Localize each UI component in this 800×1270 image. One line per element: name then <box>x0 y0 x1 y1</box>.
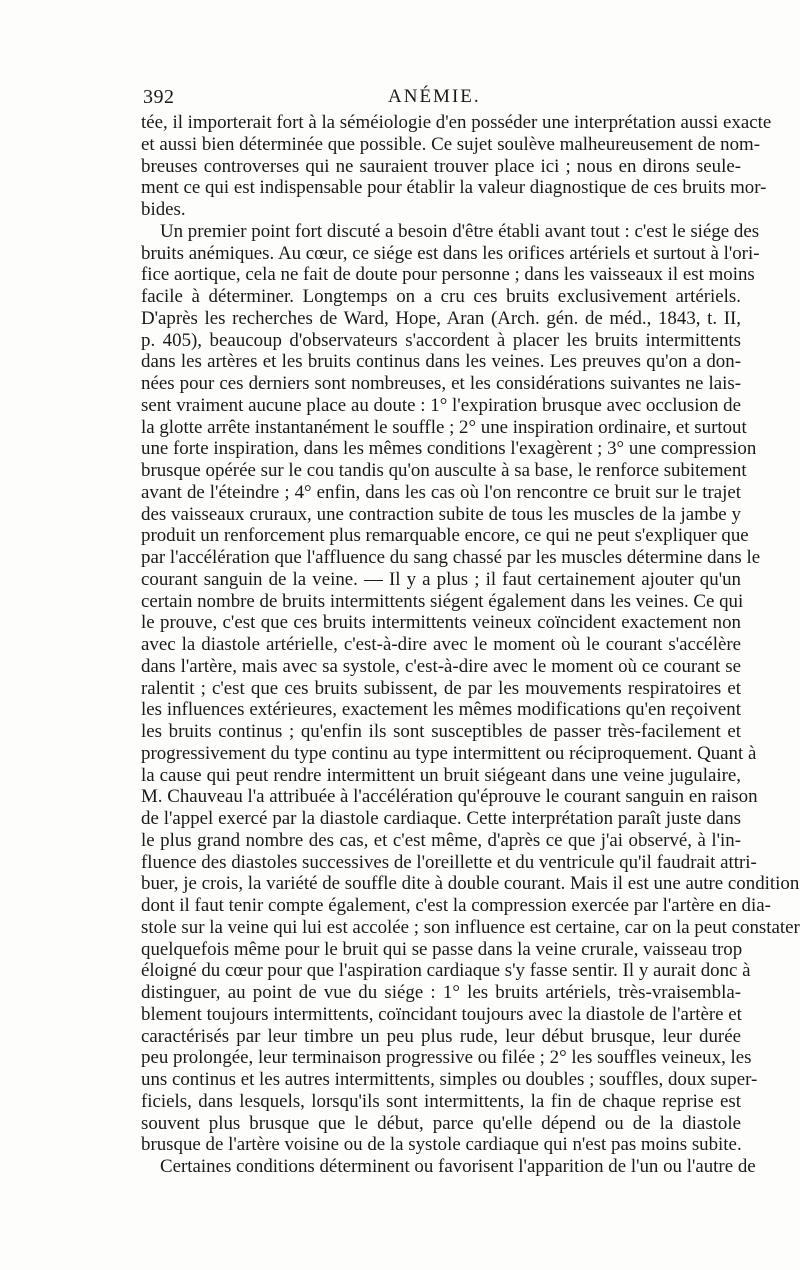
text-line: sent vraiment aucune place au doute : 1° l'expiration brusque avec occlusion de <box>141 394 741 416</box>
text-line: tée, il importerait fort à la séméiologie d'en posséder une interprétation aussi exacte <box>141 112 772 133</box>
paragraph <box>141 220 800 1156</box>
text-line: de l'appel exercé par la diastole cardiaque. Cette interprétation paraît juste dans <box>141 808 741 829</box>
text-line: dans l'artère, mais avec sa systole, c'est-à-dire avec le moment où ce courant se <box>141 655 741 677</box>
text-line: une forte inspiration, dans les mêmes conditions l'exagèrent ; 3° une compression <box>141 438 757 460</box>
text-line: les bruits continus ; qu'enfin ils sont susceptibles de passer très-facilement et <box>141 721 741 742</box>
text-line: des vaisseaux cruraux, une contraction subite de tous les muscles de la jambe y <box>141 503 741 525</box>
text-line: les influences extérieures, exactement les mêmes modifications qu'en reçoivent <box>141 699 741 721</box>
text-line: avec la diastole artérielle, c'est-à-dire avec le moment où le courant s'accélère <box>141 634 741 655</box>
text-line: distinguer, au point de vue du siége : 1° les bruits artériels, très-vraisembla- <box>141 982 741 1003</box>
text-line: bruits anémiques. Au cœur, ce siége est dans les orifices artériels et surtout à l'ori- <box>141 242 760 264</box>
text-line: la glotte arrête instantanément le souffle ; 2° une inspiration ordinaire, et surtout <box>141 416 747 438</box>
text-line: bides. <box>141 199 186 220</box>
text-line: peu prolongée, leur terminaison progressive ou filée ; 2° les souffles veineux, les <box>141 1047 752 1069</box>
text-line: avant de l'éteindre ; 4° enfin, dans les cas où l'on rencontre ce bruit sur le trajet <box>141 481 741 503</box>
text-line: et aussi bien déterminée que possible. Ce sujet soulève malheureusement de nom- <box>141 133 761 155</box>
text-line: Un premier point fort discuté a besoin d'être établi avant tout : c'est le siége des <box>160 220 760 242</box>
page-header <box>143 86 743 112</box>
text-line: ment ce qui est indispensable pour établir la valeur diagnostique de ces bruits mor- <box>141 177 767 199</box>
text-line: ficiels, dans lesquels, lorsqu'ils sont intermittents, la fin de chaque reprise est <box>141 1090 741 1112</box>
body-text <box>141 112 800 1178</box>
text-line: p. 405), beaucoup d'observateurs s'accordent à placer les bruits intermittents <box>141 329 741 351</box>
text-line: ralentit ; c'est que ces bruits subissent, de par les mouvements respiratoires et <box>141 677 741 699</box>
text-line: stole sur la veine qui lui est accolée ; son influence est certaine, car on la peut constater <box>141 916 800 938</box>
text-line: buer, je crois, la variété de souffle dite à double courant. Mais il est une autre condition <box>141 873 800 895</box>
text-line: blement toujours intermittents, coïncidant toujours avec la diastole de l'artère et <box>141 1003 742 1025</box>
text-line: breuses controverses qui ne sauraient trouver place ici ; nous en dirons seule- <box>141 155 741 177</box>
text-line: le prouve, c'est que ces bruits intermittents veineux coïncident exactement non <box>141 612 741 634</box>
text-line: fice aortique, cela ne fait de doute pour personne ; dans les vaisseaux il est moins <box>141 264 755 286</box>
text-line: progressivement du type continu au type intermittent ou réciproquement. Quant à <box>141 742 757 764</box>
text-line: fluence des diastoles successives de l'oreillette et du ventricule qu'il faudrait attri- <box>141 851 757 873</box>
text-line: courant sanguin de la veine. — Il y a plus ; il faut certainement ajouter qu'un <box>141 568 741 590</box>
running-title: ANÉMIE. <box>388 86 481 107</box>
text-line: le plus grand nombre des cas, et c'est même, d'après ce que j'ai observé, à l'in- <box>141 829 741 851</box>
text-line: brusque opérée sur le cou tandis qu'on ausculte à sa base, le renforce subitement <box>141 460 747 481</box>
text-line: éloigné du cœur pour que l'aspiration cardiaque s'y fasse sentir. Il y aurait donc à <box>141 960 751 982</box>
text-line: uns continus et les autres intermittents, simples ou doubles ; souffles, doux super- <box>141 1069 758 1090</box>
text-line: la cause qui peut rendre intermittent un bruit siégeant dans une veine jugulaire, <box>141 764 741 786</box>
text-line: quelquefois même pour le bruit qui se passe dans la veine crurale, vaisseau trop <box>141 938 743 960</box>
page-number: 392 <box>143 86 175 108</box>
text-line: nées pour ces derniers sont nombreuses, et les considérations suivantes ne lais- <box>141 373 741 394</box>
text-line: brusque de l'artère voisine ou de la systole cardiaque qui n'est pas moins subite. <box>141 1134 742 1156</box>
text-line: caractérisés par leur timbre un peu plus rude, leur début brusque, leur durée <box>141 1025 741 1047</box>
text-line: D'après les recherches de Ward, Hope, Aran (Arch. gén. de méd., 1843, t. II, <box>141 307 741 329</box>
text-line: Certaines conditions déterminent ou favorisent l'apparition de l'un ou l'autre de <box>160 1156 756 1177</box>
text-line: par l'accélération que l'affluence du sang chassé par les muscles détermine dans le <box>141 547 761 568</box>
text-line: souvent plus brusque que le début, parce qu'elle dépend ou de la diastole <box>141 1112 741 1134</box>
text-line: dans les artères et les bruits continus dans les veines. Les preuves qu'on a don- <box>141 351 741 373</box>
text-line: facile à déterminer. Longtemps on a cru ces bruits exclusivement artériels. <box>141 286 741 307</box>
text-line: produit un renforcement plus remarquable encore, ce qui ne peut s'expliquer que <box>141 525 749 547</box>
paragraph <box>141 1156 756 1178</box>
text-line: certain nombre de bruits intermittents siégent également dans les veines. Ce qui <box>141 590 744 612</box>
paragraph <box>141 112 772 221</box>
text-line: dont il faut tenir compte également, c'est la compression exercée par l'artère en dia- <box>141 895 771 916</box>
text-line: M. Chauveau l'a attribuée à l'accélération qu'éprouve le courant sanguin en raison <box>141 786 758 808</box>
